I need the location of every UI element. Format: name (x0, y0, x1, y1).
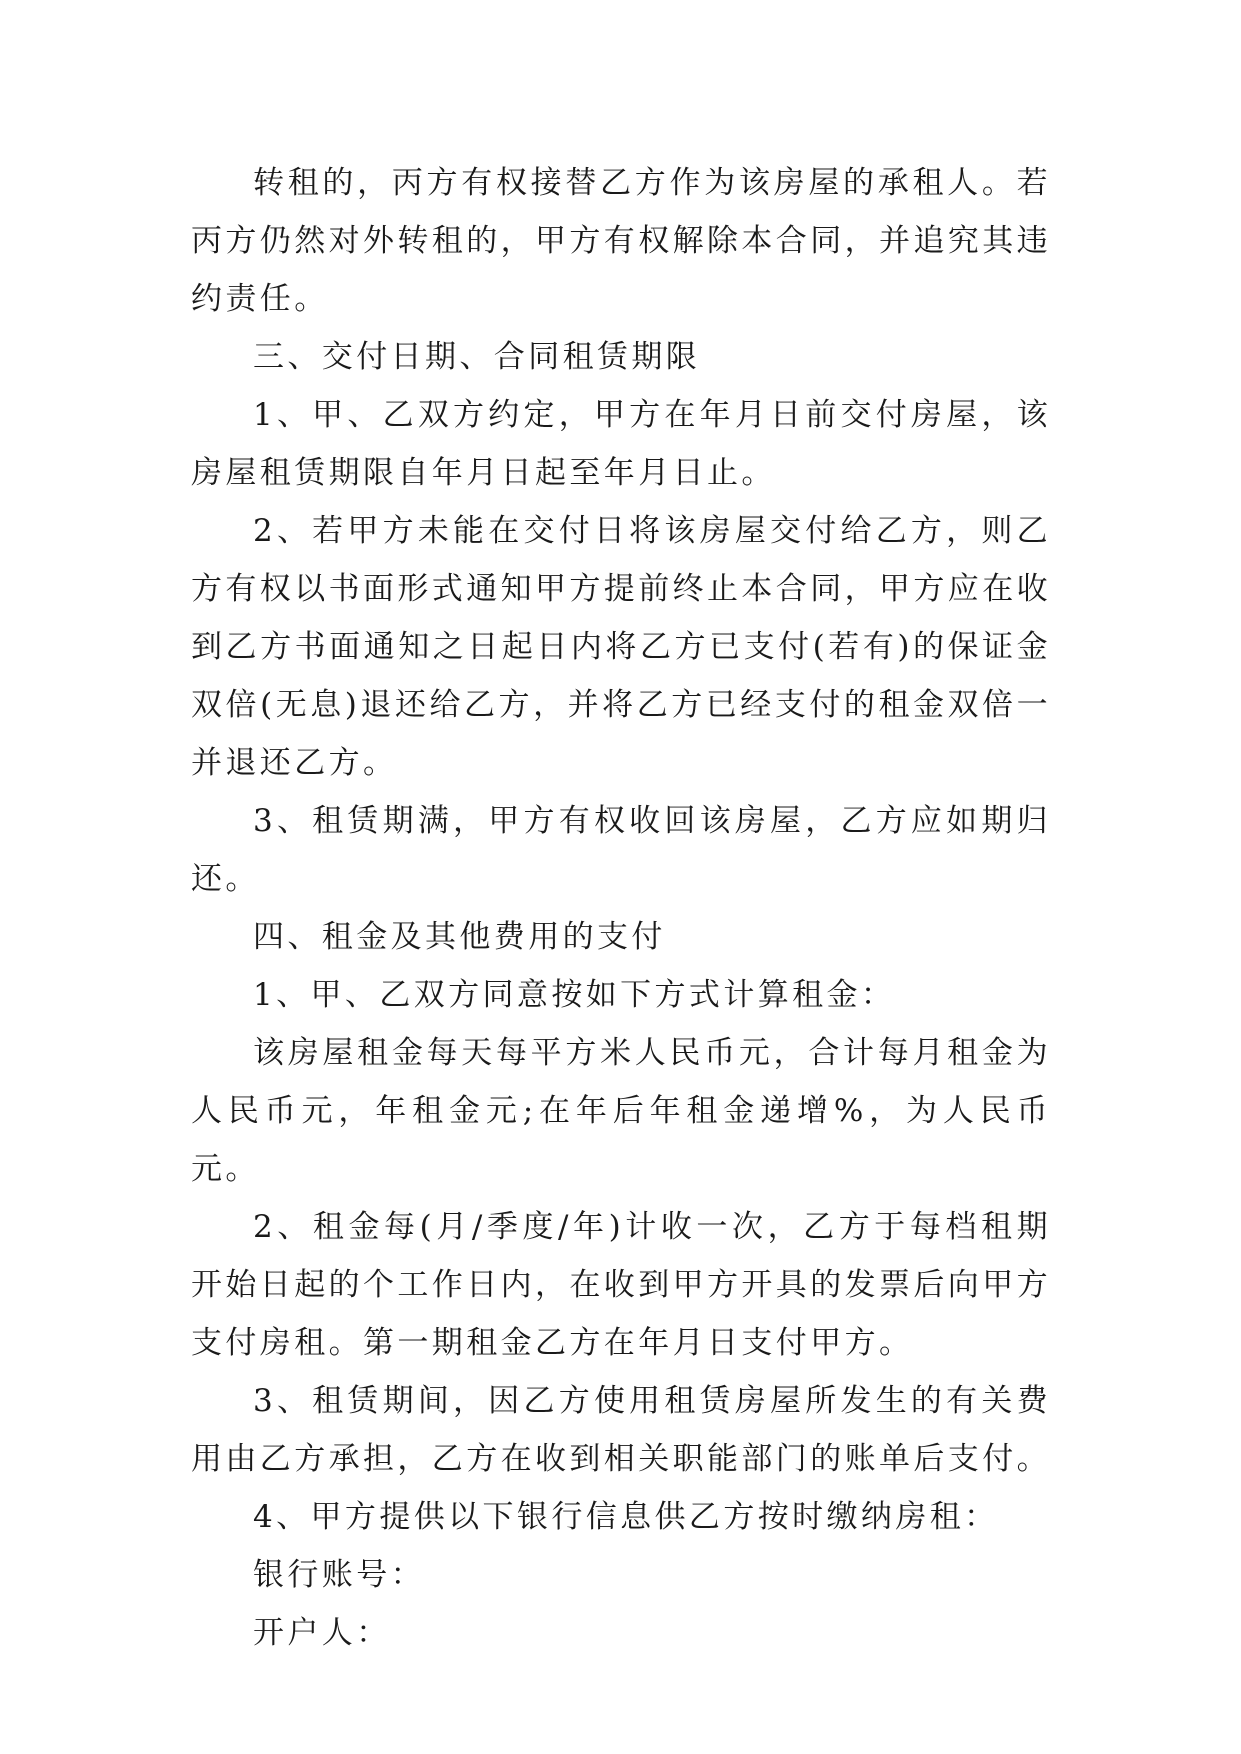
document-body (191, 154, 1051, 1662)
paragraph-bank-info-intro: 4、甲方提供以下银行信息供乙方按时缴纳房租： (253, 1499, 999, 1535)
paragraph-sublease-continuation: 转租的，丙方有权接替乙方作为该房屋的承租人。若丙方仍然对外转租的，甲方有权解除本合同，并追究其违约责任。 (191, 165, 1051, 317)
bank-account-label: 银行账号： (253, 1557, 425, 1593)
paragraph-rent-amount: 该房屋租金每天每平方米人民币元，合计每月租金为人民币元，年租金元;在年后年租金递增%，为人民币元。 (191, 1035, 1051, 1187)
section-heading-rent-payment: 四、租金及其他费用的支付 (253, 919, 666, 955)
paragraph-rent-calculation-intro: 1、甲、乙双方同意按如下方式计算租金： (253, 977, 896, 1013)
section-heading-delivery-term: 三、交付日期、合同租赁期限 (253, 339, 701, 375)
paragraph-delivery-failure: 2、若甲方未能在交付日将该房屋交付给乙方，则乙方有权以书面形式通知甲方提前终止本合同，甲方应在收到乙方书面通知之日起日内将乙方已支付(若有)的保证金双倍(无息)退还给乙方，并将乙方已经支付的租金双倍一并退还乙方。 (191, 513, 1051, 781)
paragraph-lease-expenses: 3、租赁期间，因乙方使用租赁房屋所发生的有关费用由乙方承担，乙方在收到相关职能部门的账单后支付。 (191, 1383, 1051, 1477)
paragraph-delivery-date: 1、甲、乙双方约定，甲方在年月日前交付房屋，该房屋租赁期限自年月日起至年月日止。 (191, 397, 1051, 491)
paragraph-lease-expiry: 3、租赁期满，甲方有权收回该房屋，乙方应如期归还。 (191, 803, 1051, 897)
paragraph-rent-collection: 2、租金每(月/季度/年)计收一次，乙方于每档租期开始日起的个工作日内，在收到甲方开具的发票后向甲方支付房租。第一期租金乙方在年月日支付甲方。 (191, 1209, 1051, 1361)
account-holder-label: 开户人： (253, 1615, 391, 1651)
